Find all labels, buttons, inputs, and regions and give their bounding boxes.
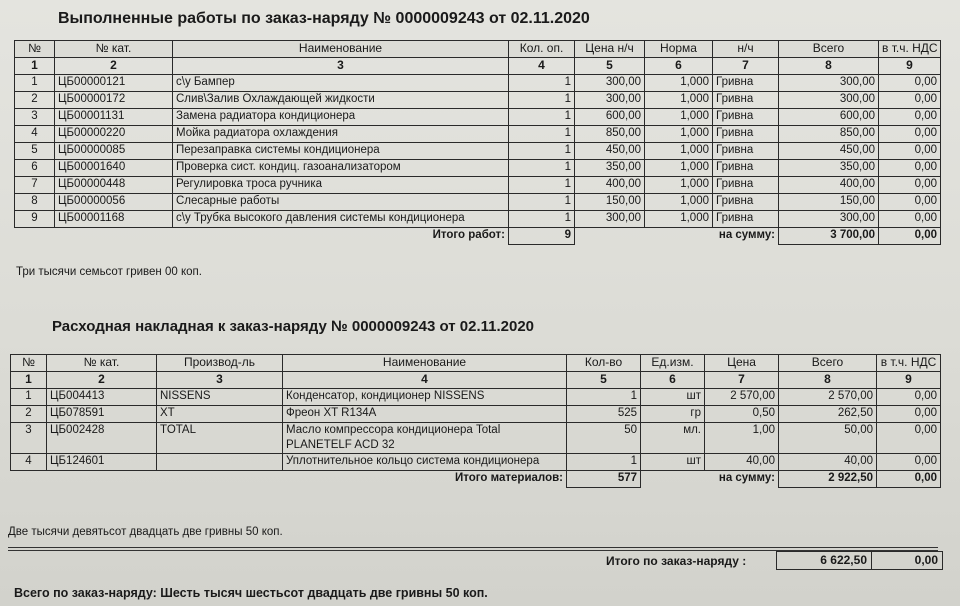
table-row [11,423,941,454]
table-cell-vat: 0,00 [879,143,941,160]
materials-sum-label: на сумму: [718,472,775,484]
table-cell-n: 5 [15,143,55,160]
table-row [11,454,941,471]
colnum-cell: 9 [877,372,941,389]
table-cell-vat: 0,00 [877,406,941,423]
header-cell: Цена н/ч [575,41,645,58]
table-cell-cat: ЦБ00000172 [55,92,173,109]
table-row [15,126,941,143]
table-cell-cat: ЦБ00001168 [55,211,173,228]
table-cell-cat: ЦБ004413 [47,389,157,406]
table-cell-total: 850,00 [779,126,879,143]
table-cell-name: Регулировка троса ручника [173,177,509,194]
colnum-cell: 4 [283,372,567,389]
table-cell-unit: Гривна [713,126,779,143]
table-cell-cat: ЦБ124601 [47,454,157,471]
works-sum-label: на сумму: [718,229,775,241]
table-cell-name: с\у Бампер [173,75,509,92]
materials-title: Расходная накладная к заказ-наряду № 0000009243 от 02.11.2020 [52,318,534,335]
table-cell-maker [157,454,283,471]
colnum-cell: 9 [879,58,941,75]
table-cell-cat: ЦБ00000448 [55,177,173,194]
table-cell-n: 2 [11,406,47,423]
works-total-qty: 9 [509,228,575,245]
table-cell-vat: 0,00 [877,423,941,454]
table-cell-qty: 50 [567,423,641,454]
table-cell-price: 850,00 [575,126,645,143]
works-amount-in-words: Три тысячи семьсот гривен 00 коп. [16,266,202,278]
colnum-cell: 6 [645,58,713,75]
table-cell-qty: 1 [509,143,575,160]
table-cell-maker: XT [157,406,283,423]
table-cell-vat: 0,00 [879,92,941,109]
colnum-cell: 2 [55,58,173,75]
table-cell-cat: ЦБ00000121 [55,75,173,92]
colnum-cell: 7 [713,58,779,75]
header-cell: Кол-во [567,355,641,372]
materials-colnum-row [11,372,941,389]
table-cell-cat: ЦБ00000056 [55,194,173,211]
grand-total-label: Итого по заказ-наряду : [606,554,747,568]
table-cell-name: Конденсатор, кондиционер NISSENS [283,389,567,406]
table-cell-n: 3 [11,423,47,454]
materials-total-qty: 577 [567,471,641,488]
table-cell-norm: 1,000 [645,194,713,211]
table-row [15,194,941,211]
table-cell-name: Слив\Залив Охлаждающей жидкости [173,92,509,109]
table-cell-name: Проверка сист. кондиц. газоанализатором [173,160,509,177]
table-cell-norm: 1,000 [645,126,713,143]
table-cell-norm: 1,000 [645,160,713,177]
colnum-cell: 5 [575,58,645,75]
table-cell-price: 1,00 [705,423,779,454]
table-cell-qty: 1 [509,92,575,109]
table-row [11,389,941,406]
works-header-row [15,41,941,58]
works-total-label: Итого работ: [432,229,505,241]
table-cell-qty: 1 [509,109,575,126]
table-cell-cat: ЦБ00000220 [55,126,173,143]
table-cell-norm: 1,000 [645,177,713,194]
table-cell-cat: ЦБ00001640 [55,160,173,177]
table-cell-unit: Гривна [713,160,779,177]
table-cell-n: 8 [15,194,55,211]
works-total-row [15,228,941,245]
table-row [11,406,941,423]
works-sum-total: 3 700,00 [779,228,879,245]
table-cell-unit: Гривна [713,143,779,160]
table-cell-n: 1 [11,389,47,406]
table-row [15,211,941,228]
colnum-cell: 1 [11,372,47,389]
table-cell-n: 4 [11,454,47,471]
table-cell-n: 7 [15,177,55,194]
table-cell-maker: TOTAL [157,423,283,454]
header-cell: № кат. [47,355,157,372]
table-cell-vat: 0,00 [877,454,941,471]
header-cell: Ед.изм. [641,355,705,372]
table-cell-unit: Гривна [713,92,779,109]
table-cell-qty: 1 [509,126,575,143]
materials-table [10,354,941,488]
table-cell-total: 150,00 [779,194,879,211]
table-cell-total: 2 570,00 [779,389,877,406]
table-row [15,92,941,109]
colnum-cell: 7 [705,372,779,389]
table-cell-norm: 1,000 [645,211,713,228]
divider [8,547,938,548]
table-row [15,143,941,160]
works-colnum-row [15,58,941,75]
table-cell-price: 0,50 [705,406,779,423]
table-cell-vat: 0,00 [879,177,941,194]
table-cell-name: Замена радиатора кондиционера [173,109,509,126]
table-cell-price: 450,00 [575,143,645,160]
table-cell-unit: Гривна [713,211,779,228]
colnum-cell: 5 [567,372,641,389]
header-cell: в т.ч. НДС [879,41,941,58]
table-cell-n: 2 [15,92,55,109]
table-cell-name: Уплотнительное кольцо система кондиционера [283,454,567,471]
materials-amount-in-words: Две тысячи девятьсот двадцать две гривны 50 коп. [8,526,283,538]
table-cell-vat: 0,00 [877,389,941,406]
grand-total-value: 6 622,50 [776,551,872,570]
table-cell-total: 600,00 [779,109,879,126]
colnum-cell: 2 [47,372,157,389]
table-cell-qty: 1 [509,177,575,194]
materials-total-label: Итого материалов: [455,472,563,484]
materials-header-row [11,355,941,372]
table-cell-norm: 1,000 [645,92,713,109]
table-cell-vat: 0,00 [879,194,941,211]
table-cell-vat: 0,00 [879,211,941,228]
table-cell-qty: 1 [567,389,641,406]
colnum-cell: 3 [157,372,283,389]
header-cell: Цена [705,355,779,372]
table-cell-unit: Гривна [713,177,779,194]
table-cell-qty: 1 [567,454,641,471]
table-cell-total: 300,00 [779,75,879,92]
table-cell-total: 450,00 [779,143,879,160]
table-cell-vat: 0,00 [879,126,941,143]
materials-sum-vat: 0,00 [877,471,941,488]
table-cell-cat: ЦБ078591 [47,406,157,423]
table-row [15,160,941,177]
table-cell-qty: 1 [509,75,575,92]
table-cell-total: 262,50 [779,406,877,423]
table-cell-unit: Гривна [713,75,779,92]
table-cell-total: 350,00 [779,160,879,177]
header-cell: Наименование [283,355,567,372]
table-cell-name: Масло компрессора кондиционера Total PLANETELF ACD 32 [283,423,567,454]
table-cell-price: 300,00 [575,92,645,109]
table-cell-price: 300,00 [575,211,645,228]
table-cell-n: 4 [15,126,55,143]
table-cell-unit: Гривна [713,194,779,211]
table-cell-cat: ЦБ002428 [47,423,157,454]
works-title: Выполненные работы по заказ-наряду № 0000009243 от 02.11.2020 [58,10,590,27]
table-cell-vat: 0,00 [879,75,941,92]
table-cell-price: 350,00 [575,160,645,177]
table-cell-name: Фреон XT R134A [283,406,567,423]
colnum-cell: 6 [641,372,705,389]
header-cell: Всего [779,355,877,372]
table-cell-price: 40,00 [705,454,779,471]
table-cell-unit: гр [641,406,705,423]
header-cell: Норма [645,41,713,58]
table-cell-cat: ЦБ00001131 [55,109,173,126]
header-cell: н/ч [713,41,779,58]
table-cell-norm: 1,000 [645,109,713,126]
table-cell-vat: 0,00 [879,109,941,126]
table-cell-n: 6 [15,160,55,177]
header-cell: Кол. оп. [509,41,575,58]
table-cell-unit: мл. [641,423,705,454]
table-cell-unit: Гривна [713,109,779,126]
table-cell-price: 400,00 [575,177,645,194]
works-table [14,40,941,245]
table-cell-norm: 1,000 [645,143,713,160]
table-cell-price: 2 570,00 [705,389,779,406]
table-cell-norm: 1,000 [645,75,713,92]
colnum-cell: 1 [15,58,55,75]
table-cell-total: 400,00 [779,177,879,194]
table-cell-total: 40,00 [779,454,877,471]
colnum-cell: 8 [779,372,877,389]
table-cell-cat: ЦБ00000085 [55,143,173,160]
header-cell: Производ-ль [157,355,283,372]
table-cell-qty: 1 [509,160,575,177]
table-cell-total: 50,00 [779,423,877,454]
table-cell-name: Мойка радиатора охлаждения [173,126,509,143]
table-cell-total: 300,00 [779,92,879,109]
colnum-cell: 3 [173,58,509,75]
table-cell-n: 3 [15,109,55,126]
table-row [15,109,941,126]
table-cell-total: 300,00 [779,211,879,228]
materials-sum-total: 2 922,50 [779,471,877,488]
header-cell: в т.ч. НДС [877,355,941,372]
table-cell-unit: шт [641,389,705,406]
header-cell: № [15,41,55,58]
table-row [15,75,941,92]
works-sum-vat: 0,00 [879,228,941,245]
table-cell-n: 1 [15,75,55,92]
table-row [15,177,941,194]
table-cell-qty: 525 [567,406,641,423]
table-cell-name: Слесарные работы [173,194,509,211]
header-cell: № кат. [55,41,173,58]
table-cell-price: 300,00 [575,75,645,92]
table-cell-unit: шт [641,454,705,471]
table-cell-maker: NISSENS [157,389,283,406]
table-cell-vat: 0,00 [879,160,941,177]
table-cell-name: Перезаправка системы кондиционера [173,143,509,160]
table-cell-price: 600,00 [575,109,645,126]
header-cell: Всего [779,41,879,58]
table-cell-qty: 1 [509,211,575,228]
colnum-cell: 8 [779,58,879,75]
table-cell-name: с\у Трубка высокого давления системы кондиционера [173,211,509,228]
table-cell-qty: 1 [509,194,575,211]
table-cell-n: 9 [15,211,55,228]
grand-total-in-words: Всего по заказ-наряду: Шесть тысяч шестьсот двадцать две гривны 50 коп. [14,586,488,600]
table-cell-price: 150,00 [575,194,645,211]
materials-total-row [11,471,941,488]
header-cell: № [11,355,47,372]
colnum-cell: 4 [509,58,575,75]
grand-total-vat: 0,00 [871,551,943,570]
header-cell: Наименование [173,41,509,58]
